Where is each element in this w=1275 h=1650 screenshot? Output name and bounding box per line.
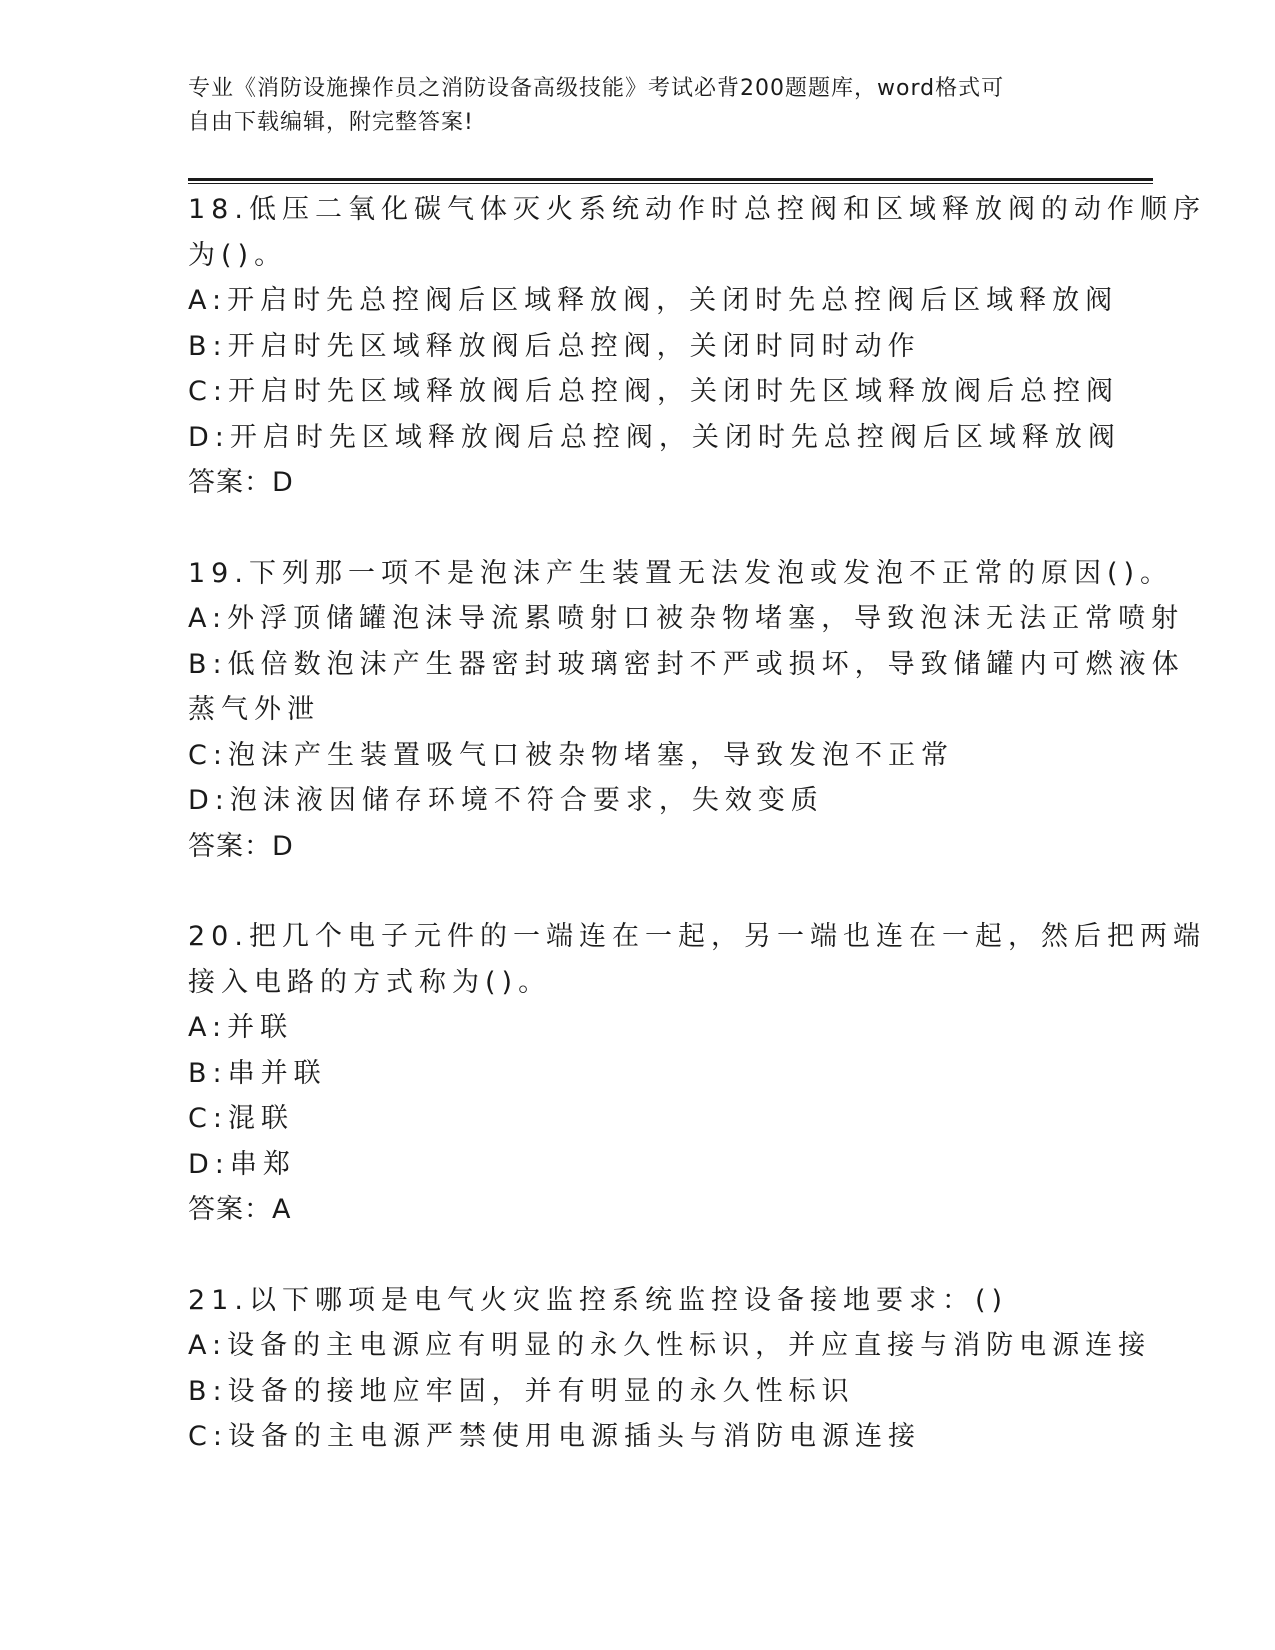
question-19 [188, 551, 1185, 870]
question-stem: 为()。 [188, 239, 288, 271]
option-c: C:泡沫产生装置吸气口被杂物堵塞，导致发泡不正常 [188, 739, 954, 771]
option-a: A:并联 [188, 1012, 294, 1043]
answer: 答案：D [188, 830, 294, 862]
question-21 [188, 1278, 1152, 1460]
option-a: A:开启时先总控阀后区域释放阀，关闭时先总控阀后区域释放阀 [188, 285, 1119, 316]
question-list [188, 187, 1206, 1505]
answer: 答案：D [188, 467, 294, 498]
answer: 答案：A [188, 1194, 292, 1225]
question-stem: 接入电路的方式称为()。 [188, 966, 552, 998]
header-line-2: 自由下载编辑，附完整答案! [188, 110, 474, 135]
option-d: D:开启时先区域释放阀后总控阀，关闭时先总控阀后区域释放阀 [188, 421, 1121, 453]
option-c: C:混联 [188, 1103, 294, 1134]
question-stem: 20.把几个电子元件的一端连在一起，另一端也连在一起，然后把两端 [188, 921, 1206, 952]
document-header [188, 72, 1068, 140]
option-b: B:设备的接地应牢固，并有明显的永久性标识 [188, 1375, 855, 1407]
question-20 [188, 914, 1206, 1233]
question-18 [188, 187, 1206, 506]
option-b: B:低倍数泡沫产生器密封玻璃密封不严或损坏，导致储罐内可燃液体 [188, 648, 1185, 680]
option-c: C:开启时先区域释放阀后总控阀，关闭时先区域释放阀后总控阀 [188, 376, 1119, 407]
option-d: D:泡沫液因储存环境不符合要求，失效变质 [188, 785, 824, 816]
question-stem: 18.低压二氧化碳气体灭火系统动作时总控阀和区域释放阀的动作顺序 [188, 194, 1206, 225]
question-stem: 19.下列那一项不是泡沫产生装置无法发泡或发泡不正常的原因()。 [188, 557, 1174, 589]
header-divider-thin [188, 183, 1153, 184]
option-a: A:外浮顶储罐泡沫导流累喷射口被杂物堵塞，导致泡沫无法正常喷射 [188, 603, 1185, 634]
option-b: B:开启时先区域释放阀后总控阀，关闭时同时动作 [188, 330, 921, 362]
header-divider [188, 178, 1153, 181]
option-d: D:串郑 [188, 1148, 296, 1180]
option-a: A:设备的主电源应有明显的永久性标识，并应直接与消防电源连接 [188, 1330, 1152, 1361]
header-line-1: 专业《消防设施操作员之消防设备高级技能》考试必背200题题库，word格式可 [188, 76, 1005, 101]
option-b: B:串并联 [188, 1057, 327, 1089]
question-stem: 21.以下哪项是电气火灾监控系统监控设备接地要求：() [188, 1284, 1009, 1316]
option-b-continued: 蒸气外泄 [188, 694, 320, 725]
option-c: C:设备的主电源严禁使用电源插头与消防电源连接 [188, 1421, 921, 1452]
